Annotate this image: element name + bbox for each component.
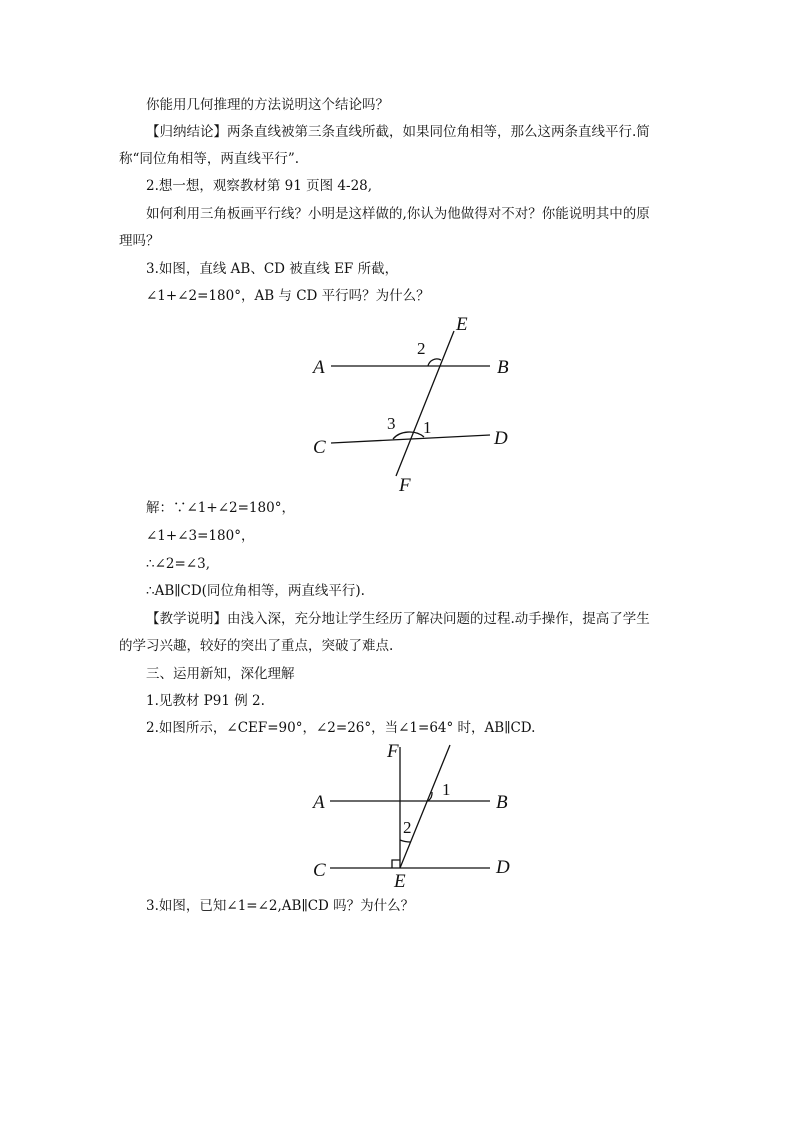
angle-1-3-arc xyxy=(393,432,424,439)
text-line: 【教学说明】由浅入深，充分地让学生经历了解决问题的过程.动手操作，提高了学生 xyxy=(146,611,650,627)
angle-1-arc xyxy=(428,792,432,801)
label-a: A xyxy=(313,357,325,378)
text-line: 2.想一想，观察教材第 91 页图 4-28, xyxy=(146,178,373,194)
angle-2-arc xyxy=(400,840,411,842)
text-line: 的学习兴趣，较好的突出了重点，突破了难点. xyxy=(119,638,394,654)
text-line: 如何利用三角板画平行线？小明是这样做的,你认为他做得对不对？你能说明其中的原 xyxy=(146,206,650,222)
angle-2-label: 2 xyxy=(417,339,426,358)
text-line: ∠1+∠2=180°，AB 与 CD 平行吗？为什么？ xyxy=(146,288,430,304)
label-e: E xyxy=(394,871,406,892)
text-line: 1.见教材 P91 例 2. xyxy=(146,693,265,709)
angle-2-label: 2 xyxy=(403,818,412,837)
label-b: B xyxy=(497,357,509,378)
text-line: 三、运用新知，深化理解 xyxy=(146,666,295,682)
text-line: ∴AB∥CD(同位角相等，两直线平行). xyxy=(146,583,365,599)
label-f: F xyxy=(387,741,399,762)
label-e: E xyxy=(456,314,468,335)
label-d: D xyxy=(494,428,508,449)
text-line: ∠1+∠3=180°， xyxy=(146,528,255,544)
angle-1-label: 1 xyxy=(423,418,432,437)
line-cd xyxy=(331,435,490,443)
label-c: C xyxy=(313,860,326,881)
right-angle-mark xyxy=(392,860,400,868)
text-line: 称“同位角相等，两直线平行”. xyxy=(119,151,300,167)
label-c: C xyxy=(313,437,326,458)
line-ef xyxy=(396,331,454,476)
text-line: 解：∵∠1+∠2=180°， xyxy=(146,500,295,516)
text-line: ∴∠2=∠3, xyxy=(146,556,210,572)
label-d: D xyxy=(496,857,510,878)
angle-2-arc xyxy=(428,359,441,366)
label-f: F xyxy=(399,475,411,496)
text-line: 理吗？ xyxy=(119,233,160,249)
text-line: 2.如图所示，∠CEF=90°，∠2=26°，当∠1=64° 时，AB∥CD. xyxy=(146,720,536,736)
text-line: 你能用几何推理的方法说明这个结论吗？ xyxy=(146,97,389,113)
label-b: B xyxy=(496,792,508,813)
oblique-line xyxy=(400,745,450,868)
label-a: A xyxy=(313,792,325,813)
text-line: 3.如图，已知∠1=∠2,AB∥CD 吗？为什么？ xyxy=(146,898,415,914)
angle-1-label: 1 xyxy=(442,780,451,799)
angle-3-label: 3 xyxy=(387,414,396,433)
text-line: 3.如图，直线 AB、CD 被直线 EF 所截， xyxy=(146,261,399,277)
text-line: 【归纳结论】两条直线被第三条直线所截，如果同位角相等，那么这两条直线平行.简 xyxy=(146,124,650,140)
